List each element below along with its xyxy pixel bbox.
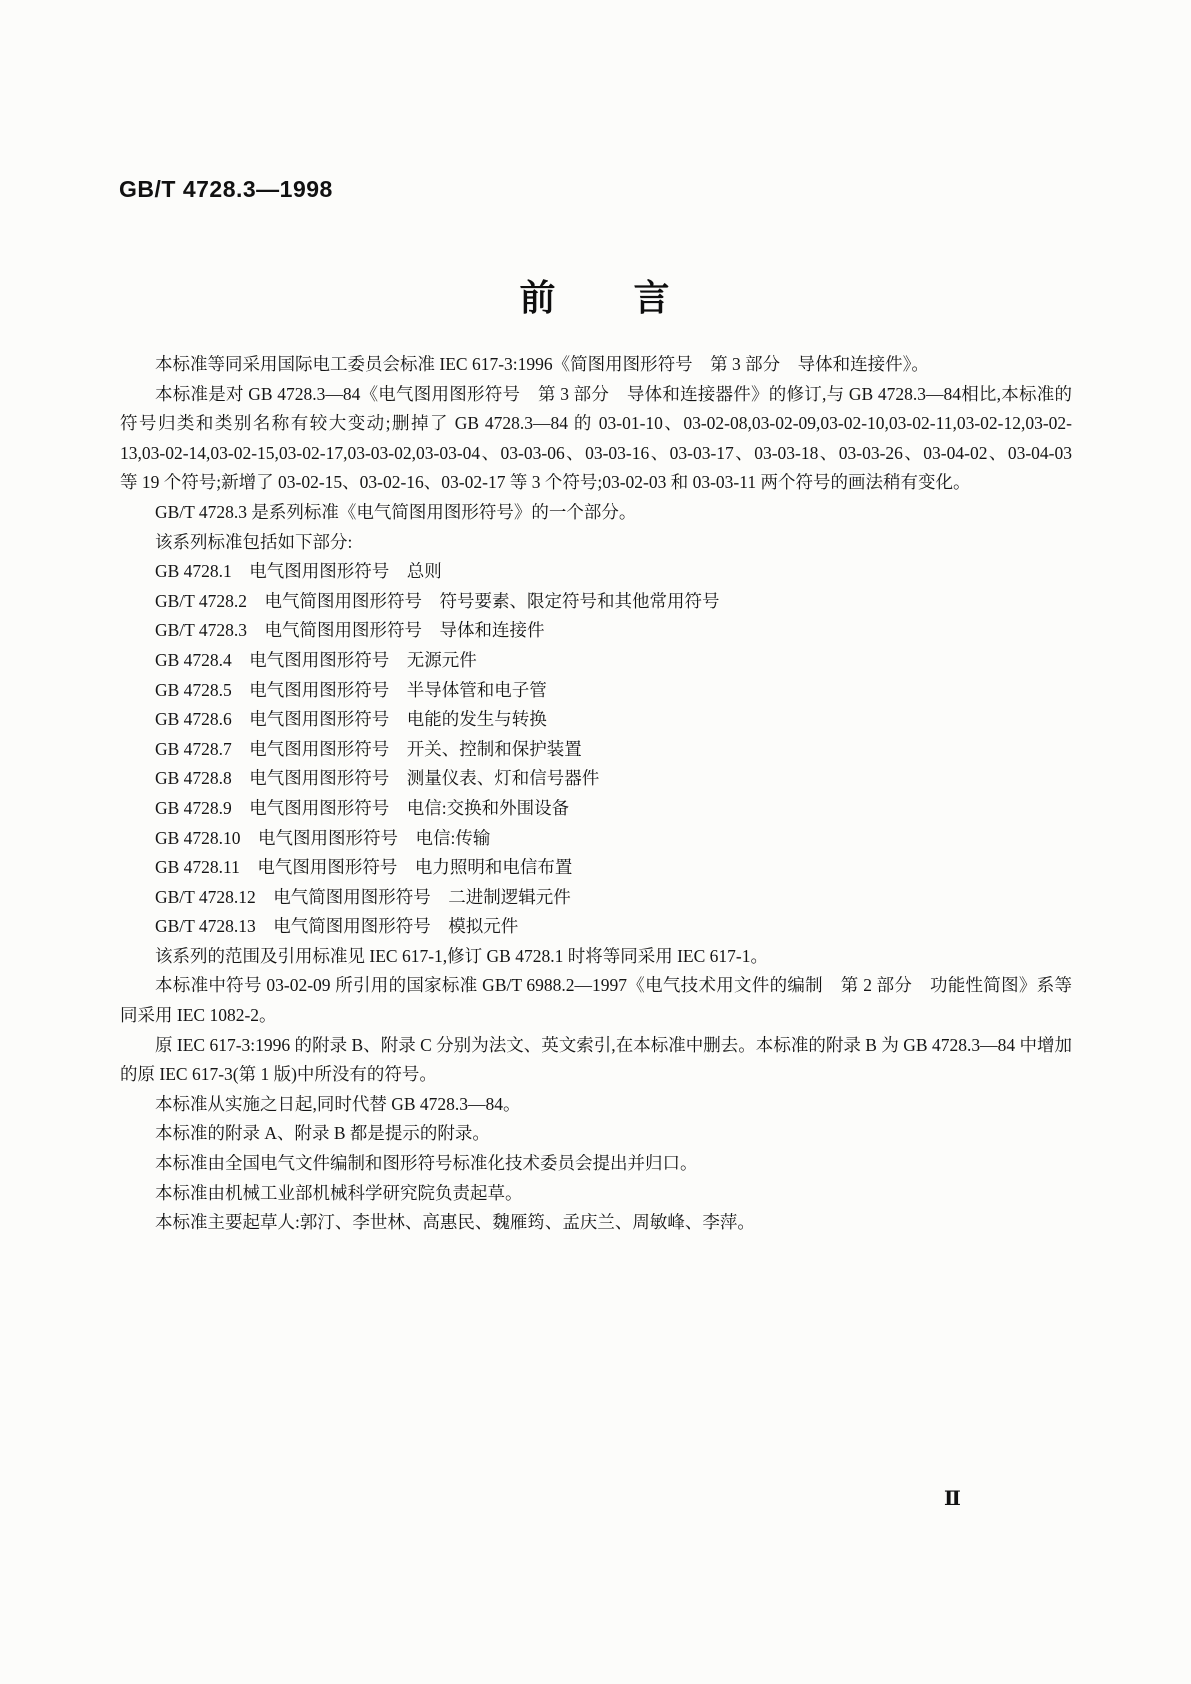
list-item: GB/T 4728.2 电气简图用图形符号 符号要素、限定符号和其他常用符号 [155, 590, 720, 611]
list-item: GB/T 4728.13 电气简图用图形符号 模拟元件 [155, 916, 519, 937]
list-item: GB 4728.7 电气图用图形符号 开关、控制和保护装置 [155, 738, 582, 759]
paragraph: 本标准中符号 03-02-09 所引用的国家标准 GB/T 6988.2—1997《电气技术用文件的编制 第 2 部分 功能性简图》系等同采用 IEC 1082-2。 [120, 975, 1072, 1026]
paragraph: 本标准的附录 A、附录 B 都是提示的附录。 [155, 1123, 490, 1144]
page-title: 前 言 [519, 278, 672, 318]
foreword-content [120, 350, 1072, 1238]
list-item: GB/T 4728.3 电气简图用图形符号 导体和连接件 [155, 620, 545, 641]
standard-code: GB/T 4728.3—1998 [119, 176, 333, 202]
list-item: GB 4728.1 电气图用图形符号 总则 [155, 561, 442, 582]
paragraph: 原 IEC 617-3:1996 的附录 B、附录 C 分别为法文、英文索引,在本标准中删去。本标准的附录 B 为 GB 4728.3—84 中增加的原 IEC 617-3(第 1 版)中所没有的符号。 [120, 1034, 1072, 1085]
paragraph: 本标准主要起草人:郭汀、李世林、高惠民、魏雁筠、孟庆兰、周敏峰、李萍。 [155, 1212, 755, 1233]
list-item: GB 4728.5 电气图用图形符号 半导体管和电子管 [155, 679, 547, 700]
paragraph: 该系列标准包括如下部分: [155, 531, 353, 552]
page-number: Ⅱ [944, 1488, 961, 1510]
paragraph: 本标准从实施之日起,同时代替 GB 4728.3—84。 [155, 1093, 521, 1114]
list-item: GB 4728.4 电气图用图形符号 无源元件 [155, 649, 477, 670]
paragraph: 本标准是对 GB 4728.3—84《电气图用图形符号 第 3 部分 导体和连接器件》的修订,与 GB 4728.3—84相比,本标准的符号归类和类别名称有较大变动;删掉了 GB 4728.3—84 的 03-01-10、03-02-08,03-02-09,03-02-10,03-02-11,03-02-12,03-02-13,03-02-14,03-02-15,03-02-17,03-03-02,03-03-04、03-03-06、03-03-16、03-03-17、03-03-18、03-03-26、03-04-02、03-04-03 等 19 个符号;新增了 03-02-15、03-02-16、03-02-17 等 3 个符号;03-02-03 和 03-03-11 两个符号的画法稍有变化。 [120, 383, 1072, 493]
paragraph: 本标准由机械工业部机械科学研究院负责起草。 [155, 1182, 523, 1203]
paragraph: 本标准由全国电气文件编制和图形符号标准化技术委员会提出并归口。 [155, 1153, 698, 1174]
paragraph: 本标准等同采用国际电工委员会标准 IEC 617-3:1996《简图用图形符号 第 3 部分 导体和连接件》。 [155, 354, 929, 374]
list-item: GB 4728.10 电气图用图形符号 电信:传输 [155, 827, 491, 848]
list-item: GB 4728.9 电气图用图形符号 电信:交换和外围设备 [155, 797, 570, 818]
list-item: GB 4728.11 电气图用图形符号 电力照明和电信布置 [155, 857, 573, 878]
paragraph: GB/T 4728.3 是系列标准《电气简图用图形符号》的一个部分。 [155, 501, 637, 522]
standards-series-list [120, 557, 1072, 942]
paragraph: 该系列的范围及引用标准见 IEC 617-1,修订 GB 4728.1 时将等同采用 IEC 617-1。 [155, 945, 768, 966]
list-item: GB 4728.8 电气图用图形符号 测量仪表、灯和信号器件 [155, 768, 600, 789]
list-item: GB 4728.6 电气图用图形符号 电能的发生与转换 [155, 709, 547, 730]
list-item: GB/T 4728.12 电气简图用图形符号 二进制逻辑元件 [155, 886, 571, 907]
